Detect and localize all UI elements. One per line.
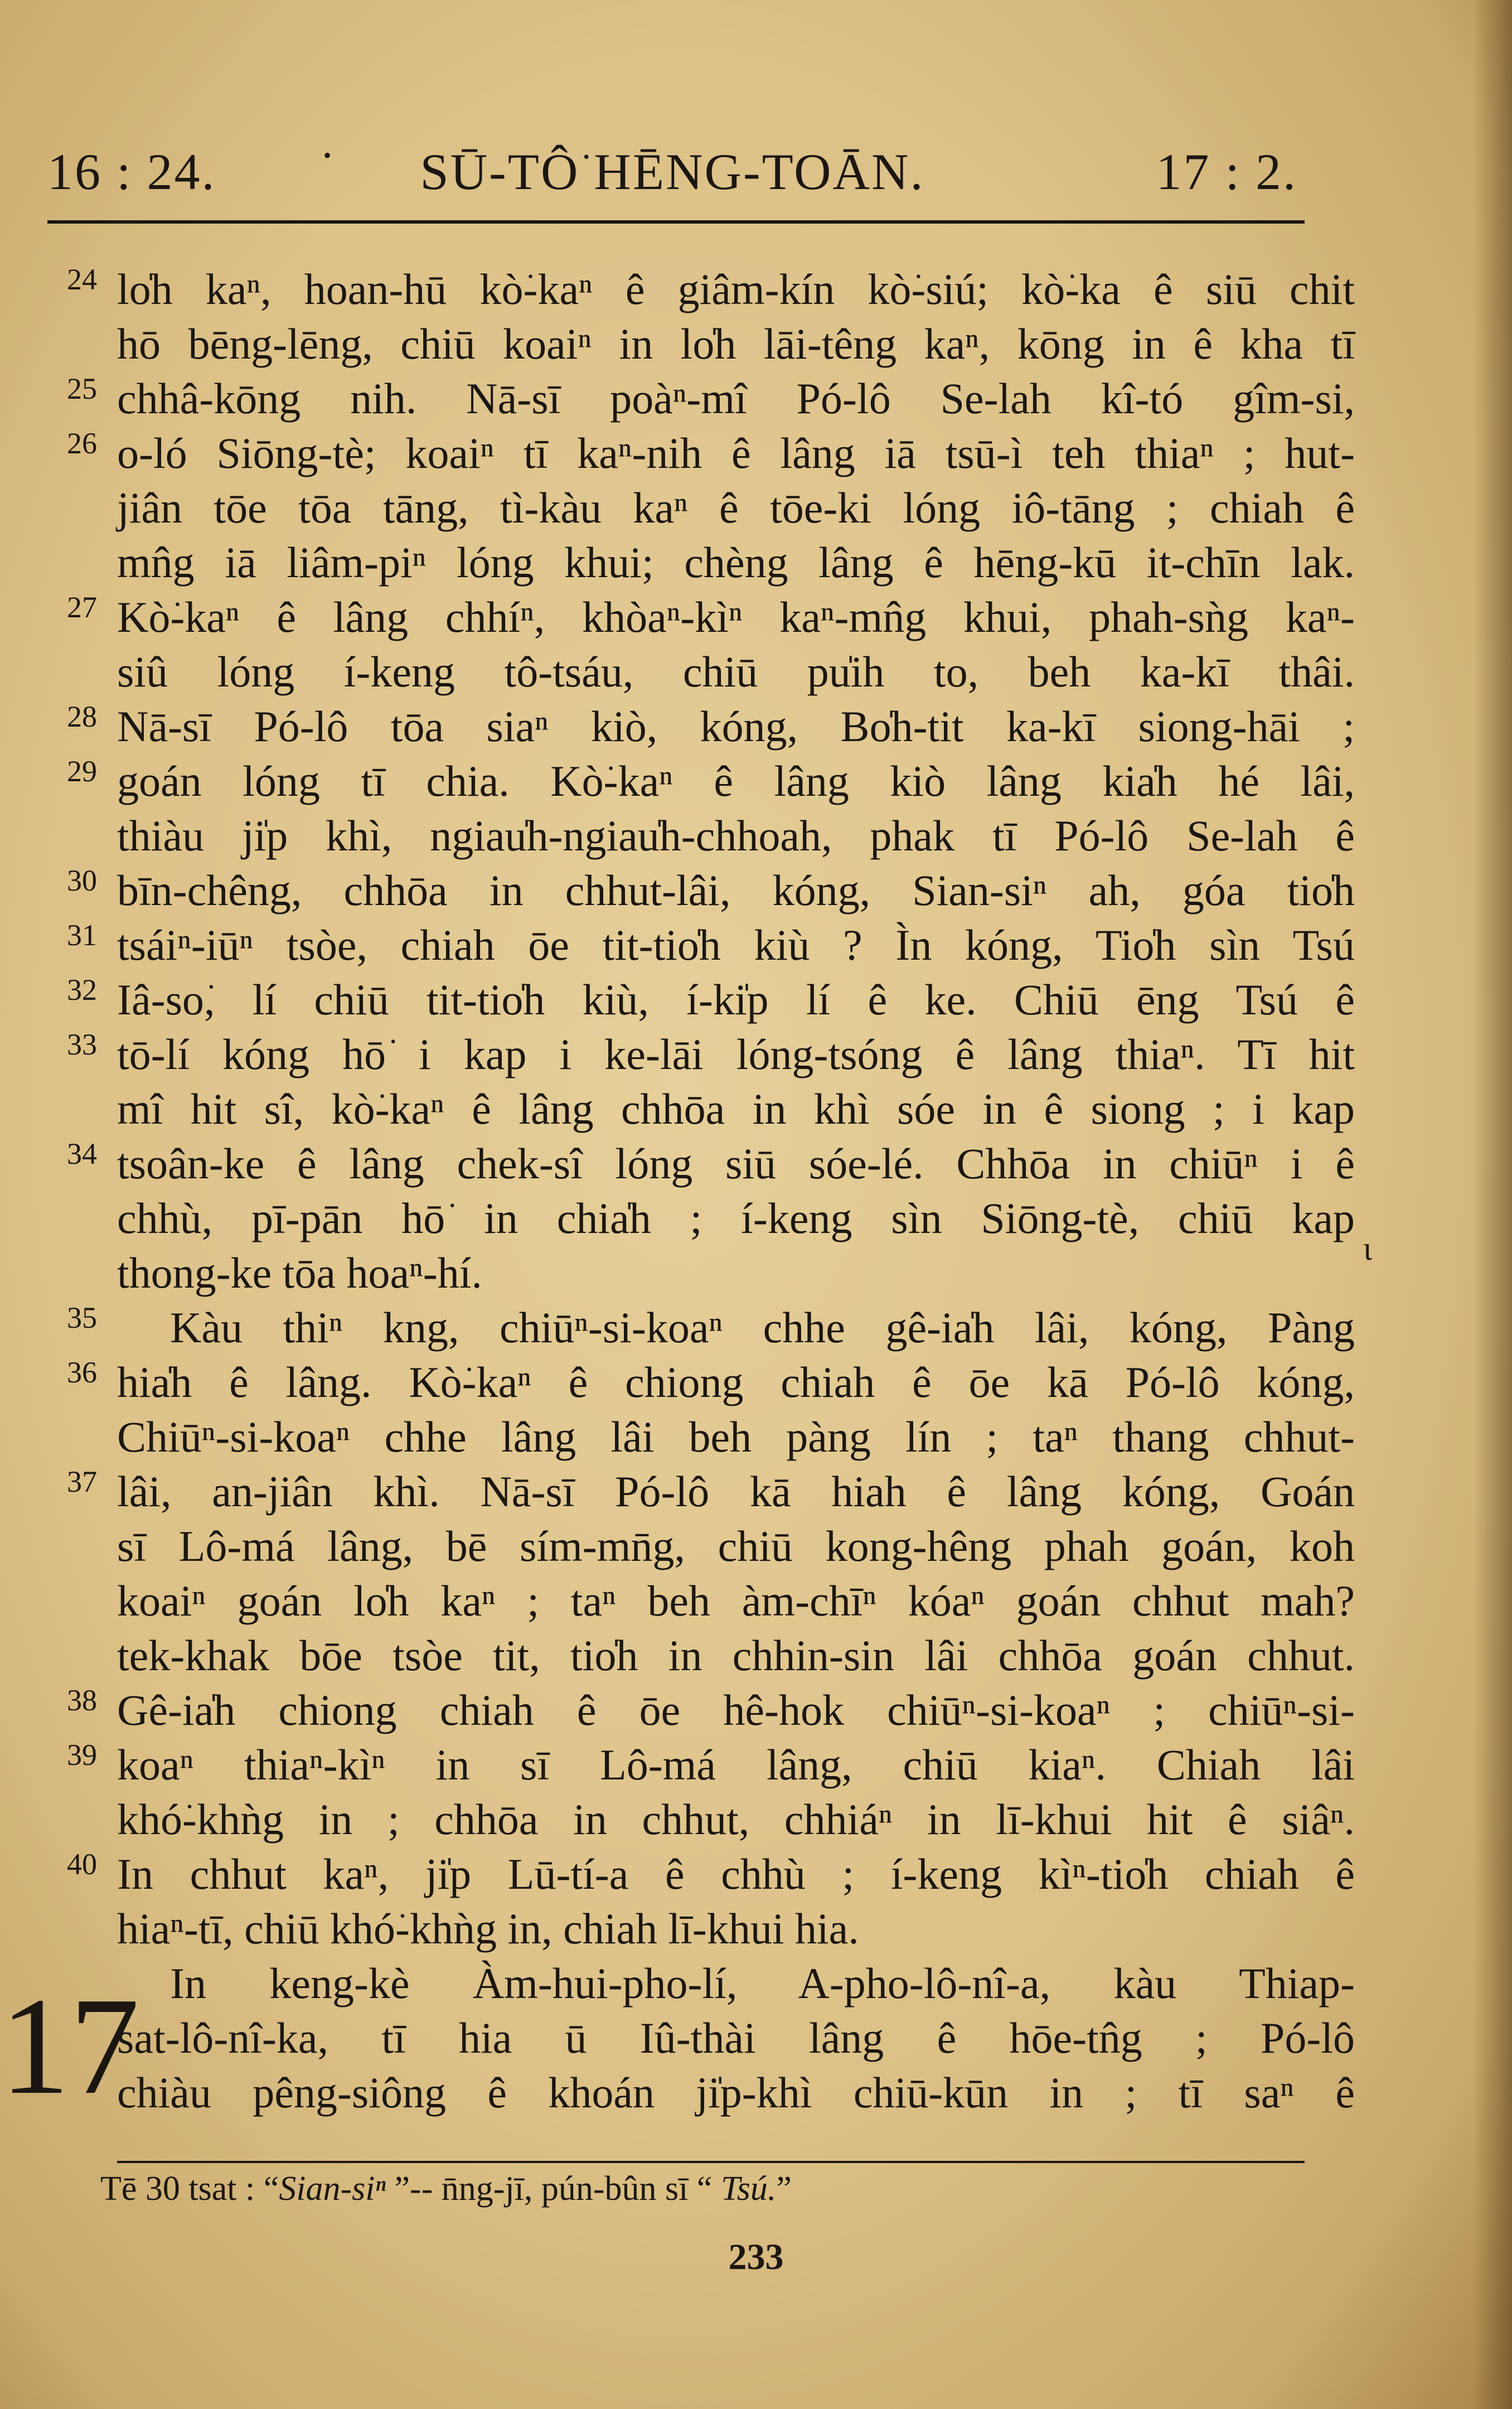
- verse-number: 31: [67, 918, 97, 952]
- line-text: thong-ke tōa hoaⁿ-hí.: [117, 1249, 482, 1297]
- footnote-prefix: Tē 30 tsat : “: [100, 2170, 279, 2208]
- text-line: [53, 1792, 1355, 1847]
- verse-number: 40: [67, 1847, 97, 1881]
- header-title: SŪ-TÔ͘ HĒNG-TOĀN.: [420, 143, 925, 200]
- text-line: [53, 1902, 1307, 1956]
- text-line: [53, 1027, 1355, 1082]
- text-line: [53, 1738, 1355, 1792]
- text-line: [53, 535, 1355, 590]
- verse-number: 29: [67, 754, 97, 788]
- text-line: [53, 1956, 1355, 2011]
- verse-number: 26: [67, 427, 97, 460]
- text-line: [53, 699, 1355, 754]
- verse-number: 32: [67, 973, 97, 1007]
- text-line: [53, 1464, 1355, 1519]
- text-line: [53, 1191, 1355, 1246]
- footnote-middle: ”-- n̄ng-jī, pún-bûn sī “: [386, 2170, 721, 2208]
- text-line: [53, 1574, 1355, 1628]
- text-line: [53, 1082, 1355, 1136]
- footnote-suffix: ”: [776, 2170, 792, 2208]
- text-line: [53, 1683, 1355, 1738]
- text-line: [53, 973, 1355, 1027]
- text-line: [53, 2011, 1355, 2065]
- text-line: [53, 1136, 1355, 1191]
- verse-number: 25: [67, 372, 97, 405]
- header-left-reference: 16 : 24.: [47, 143, 216, 200]
- text-line: [53, 863, 1355, 918]
- line-text: koaⁿ thiaⁿ-kìⁿ in sī Lô-má lâng, chiū kiaⁿ. Chiah lâi: [117, 1740, 1355, 1789]
- line-text: sī Lô-má lâng, bē sím-mn̄g, chiū kong-hêng phah goán, koh: [117, 1522, 1355, 1570]
- text-line: [53, 1246, 1307, 1300]
- footnote: [100, 2169, 792, 2209]
- line-text: tsáiⁿ-iūⁿ tsòe, chiah ōe tit-tio̍h kiù ? Ìn kóng, Tio̍h sìn Tsú: [117, 921, 1355, 969]
- text-line: [53, 262, 1355, 317]
- footnote-term-2: Tsú.: [720, 2170, 777, 2208]
- line-text: Nā-sī Pó-lô tōa siaⁿ kiò, kóng, Bo̍h-tit ka-kī siong-hāi ;: [117, 702, 1355, 751]
- text-line: [53, 1847, 1355, 1902]
- running-header: [47, 142, 1297, 215]
- text-body: [53, 262, 1355, 2120]
- verse-number: 37: [67, 1465, 97, 1498]
- verse-number: 28: [67, 700, 97, 733]
- text-line: [53, 371, 1355, 426]
- line-text: siû lóng í-keng tô-tsáu, chiū pu̍ih to, beh ka-kī thâi.: [117, 647, 1355, 696]
- chapter-number: 17: [0, 1969, 139, 2123]
- line-text: hō bēng-lēng, chiū koaiⁿ in lo̍h lāi-têng kaⁿ, kōng in ê kha tī: [117, 320, 1355, 368]
- verse-number: 33: [67, 1028, 97, 1061]
- line-text: lâi, an-jiân khì. Nā-sī Pó-lô kā hiah ê lâng kóng, Goán: [117, 1467, 1355, 1516]
- line-text: bīn-chêng, chhōa in chhut-lâi, kóng, Sian-siⁿ ah, góa tio̍h: [117, 866, 1355, 915]
- line-text: thiàu ji̍p khì, ngiau̍h-ngiau̍h-chhoah, phak tī Pó-lô Se-lah ê: [117, 811, 1355, 860]
- text-line: [53, 1519, 1355, 1574]
- text-line: [53, 918, 1355, 973]
- line-text: khó͘-khǹg in ; chhōa in chhut, chhiáⁿ in lī-khui hit ê siâⁿ.: [117, 1795, 1355, 1844]
- text-line: [53, 1628, 1355, 1683]
- line-text: Iâ-so͘, lí chiū tit-tio̍h kiù, í-ki̍p lí ê ke. Chiū ēng Tsú ê: [117, 975, 1355, 1024]
- line-text: mî hit sî, kò͘-kaⁿ ê lâng chhōa in khì sóe in ê siong ; i kap: [117, 1085, 1355, 1133]
- text-line: [53, 317, 1355, 371]
- line-text: tsoân-ke ê lâng chek-sî lóng siū sóe-lé. Chhōa in chiūⁿ i ê: [117, 1139, 1355, 1188]
- line-text: hiaⁿ-tī, chiū khó͘-khǹg in, chiah lī-khui hia.: [117, 1904, 859, 1953]
- line-text: chhâ-kōng nih. Nā-sī poàⁿ-mî Pó-lô Se-lah kî-tó gîm-si,: [117, 374, 1355, 423]
- verse-number: 27: [67, 591, 97, 624]
- line-text: In chhut kaⁿ, ji̍p Lū-tí-a ê chhù ; í-keng kìⁿ-tio̍h chiah ê: [117, 1850, 1355, 1898]
- verse-number: 39: [67, 1738, 97, 1772]
- text-line: [53, 426, 1355, 481]
- text-line: [53, 809, 1355, 863]
- verse-number: 34: [67, 1137, 97, 1170]
- line-text: chhù, pī-pān hō͘ in chia̍h ; í-keng sìn Siōng-tè, chiū kap: [117, 1194, 1355, 1242]
- line-text: hia̍h ê lâng. Kò͘-kaⁿ ê chiong chiah ê ōe kā Pó-lô kóng,: [117, 1358, 1355, 1406]
- page-number: 233: [728, 2237, 784, 2277]
- footnote-term-1: Sian-siⁿ: [279, 2170, 386, 2208]
- line-text: goán lóng tī chia. Kò͘-kaⁿ ê lâng kiò lâng kia̍h hé lâi,: [117, 757, 1355, 805]
- line-text: Kàu thiⁿ kng, chiūⁿ-si-koaⁿ chhe gê-ia̍h lâi, kóng, Pàng: [170, 1303, 1355, 1352]
- line-text: Gê-ia̍h chiong chiah ê ōe hê-hok chiūⁿ-si-koaⁿ ; chiūⁿ-si-: [117, 1686, 1355, 1734]
- text-line: [53, 590, 1355, 645]
- text-line: [53, 1355, 1355, 1410]
- header-right-reference: 17 : 2.: [1156, 143, 1297, 200]
- line-text: tō-lí kóng hō͘ i kap i ke-lāi lóng-tsóng ê lâng thiaⁿ. Tī hit: [117, 1030, 1355, 1078]
- line-text: Chiūⁿ-si-koaⁿ chhe lâng lâi beh pàng lín ; taⁿ thang chhut-: [117, 1412, 1355, 1461]
- line-text: koaiⁿ goán lo̍h kaⁿ ; taⁿ beh àm-chīⁿ kóaⁿ goán chhut mah?: [117, 1576, 1355, 1625]
- line-text: o-ló Siōng-tè; koaiⁿ tī kaⁿ-nih ê lâng iā tsū-ì teh thiaⁿ ; hut-: [117, 429, 1355, 477]
- text-line: [53, 481, 1355, 535]
- line-text: tek-khak bōe tsòe tit, tio̍h in chhin-sin lâi chhōa goán chhut.: [117, 1631, 1355, 1680]
- line-text: jiân tōe tōa tāng, tì-kàu kaⁿ ê tōe-ki lóng iô-tāng ; chiah ê: [117, 483, 1355, 532]
- line-text: In keng-kè Àm-hui-pho-lí, A-pho-lô-nî-a, kàu Thiap-: [170, 1959, 1355, 2008]
- text-line: [53, 1410, 1355, 1464]
- verse-number: 38: [67, 1684, 97, 1717]
- text-line: [53, 1300, 1355, 1355]
- line-text: Kò͘-kaⁿ ê lâng chhíⁿ, khòaⁿ-kìⁿ kaⁿ-mn̂g khui, phah-sǹg kaⁿ-: [117, 593, 1355, 641]
- verse-number: 35: [67, 1301, 97, 1334]
- margin-mark: ɩ: [1363, 1230, 1373, 1267]
- line-text: lo̍h kaⁿ, hoan-hū kò͘-kaⁿ ê giâm-kín kò͘-siú; kò͘-ka ê siū chit: [117, 265, 1355, 313]
- page-edge-shadow: [1473, 0, 1512, 2409]
- line-text: sat-lô-nî-ka, tī hia ū Iû-thài lâng ê hōe-tn̂g ; Pó-lô: [117, 2014, 1355, 2062]
- verse-number: 30: [67, 864, 97, 897]
- line-text: chiàu pêng-siông ê khoán ji̍p-khì chiū-kūn in ; tī saⁿ ê: [117, 2068, 1355, 2117]
- header-dot-mark: •: [323, 143, 332, 168]
- text-line: [53, 754, 1355, 809]
- text-line: [53, 2065, 1355, 2120]
- verse-number: 24: [67, 263, 97, 296]
- header-rule: [47, 220, 1305, 224]
- footnote-rule: [117, 2161, 1305, 2163]
- verse-number: 36: [67, 1356, 97, 1389]
- line-text: mn̂g iā liâm-piⁿ lóng khui; chèng lâng ê hēng-kū it-chīn lak.: [117, 538, 1355, 587]
- text-line: [53, 645, 1355, 699]
